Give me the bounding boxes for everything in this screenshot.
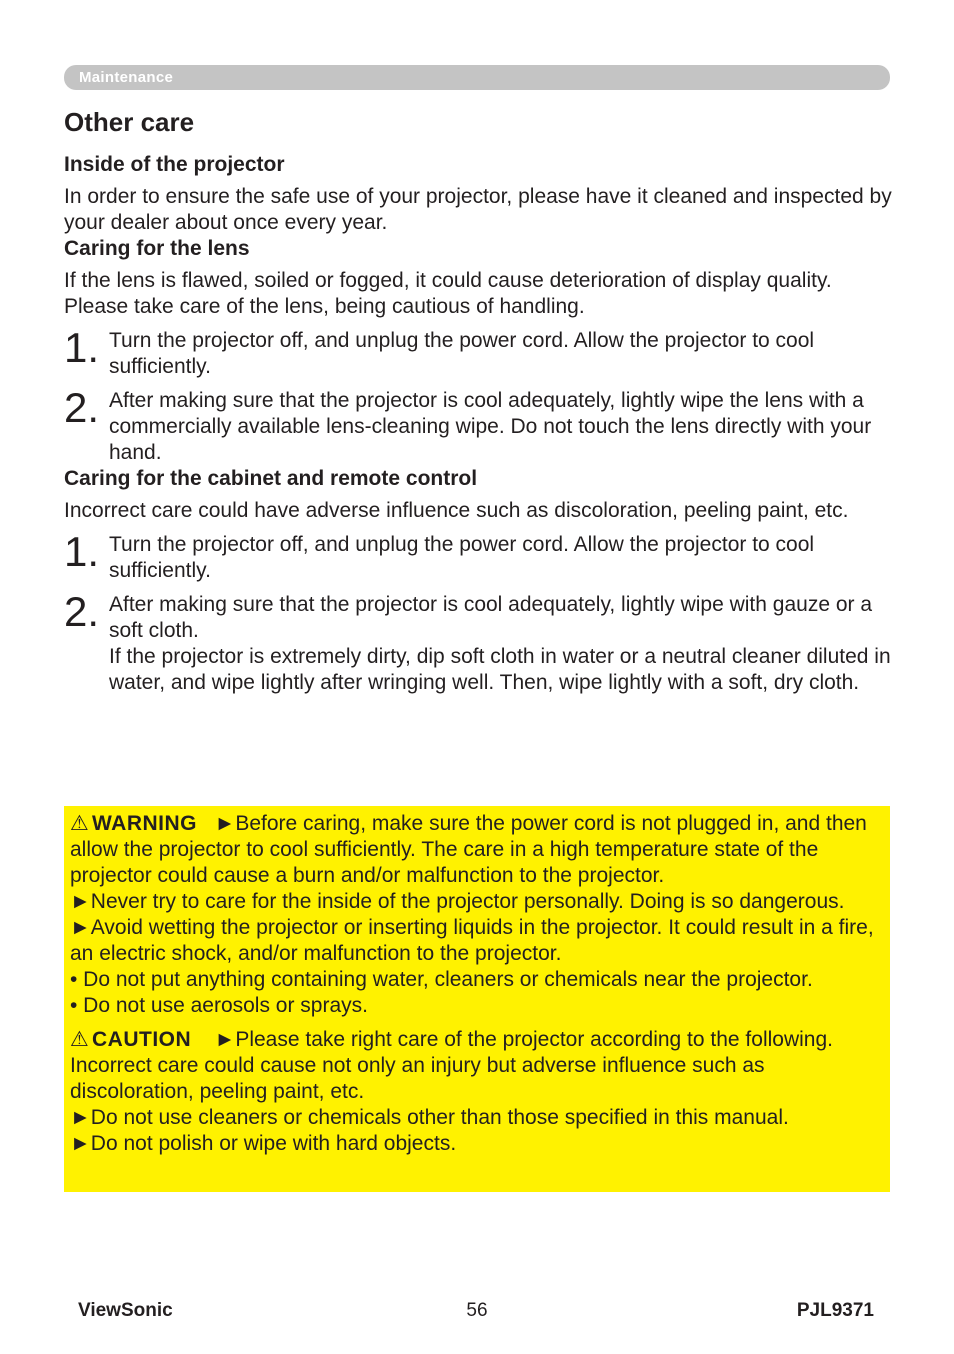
step-number: 2. bbox=[64, 384, 100, 431]
caution-line: Do not use cleaners or chemicals other than those specified in this manual. bbox=[90, 1106, 789, 1129]
page-title: Other care bbox=[64, 107, 195, 137]
arrow-icon: ► bbox=[70, 1132, 91, 1155]
caution-block bbox=[70, 1027, 884, 1157]
step-number: 1. bbox=[64, 528, 100, 575]
step-number: 1. bbox=[64, 324, 100, 371]
cabinet-steps bbox=[64, 528, 894, 696]
step-text: Turn the projector off, and unplug the power cord. Allow the projector to cool sufficiently. bbox=[109, 329, 815, 378]
arrow-icon: ► bbox=[70, 1106, 91, 1129]
step-number: 2. bbox=[64, 588, 100, 635]
section-header-bar bbox=[64, 65, 890, 90]
cabinet-heading: Caring for the cabinet and remote control bbox=[64, 467, 478, 490]
footer-brand: ViewSonic bbox=[78, 1300, 173, 1321]
caution-line: Do not polish or wipe with hard objects. bbox=[90, 1132, 457, 1155]
inside-text: In order to ensure the safe use of your projector, please have it cleaned and inspected by your dealer about once every year. bbox=[64, 185, 892, 234]
warning-line: Avoid wetting the projector or inserting liquids in the projector. It could result in a fire, an electric shock, and/or malfunction to the projector. bbox=[70, 916, 874, 965]
warning-line: • Do not put anything containing water, cleaners or chemicals near the projector. bbox=[70, 968, 813, 991]
warning-line: • Do not use aerosols or sprays. bbox=[70, 994, 368, 1017]
warning-icon: ⚠ bbox=[70, 812, 89, 835]
arrow-icon: ► bbox=[214, 1028, 236, 1051]
step-text: Turn the projector off, and unplug the power cord. Allow the projector to cool sufficiently. bbox=[109, 533, 815, 582]
section-label: Maintenance bbox=[79, 69, 174, 86]
lens-heading: Caring for the lens bbox=[64, 237, 250, 260]
lens-text: If the lens is flawed, soiled or fogged, it could cause deterioration of display quality. Please take care of the lens, being cautious of handling. bbox=[64, 269, 832, 318]
warning-line: Before caring, make sure the power cord is not plugged in, and then allow the projector to cool sufficiently. The care in a high temperature state of the projector could cause a burn and/or malfunction to the projector. bbox=[70, 812, 867, 887]
caution-line: Please take right care of the projector according to the following. Incorrect care could cause not only an injury but adverse influence such as discoloration, peeling paint, etc. bbox=[70, 1028, 833, 1103]
list-item bbox=[64, 528, 894, 584]
page-number: 56 bbox=[466, 1300, 488, 1321]
step-text: After making sure that the projector is cool adequately, lightly wipe the lens with a commercially available lens-cleaning wipe. Do not touch the lens directly with your hand. bbox=[109, 389, 872, 464]
list-item bbox=[64, 384, 894, 466]
inside-heading: Inside of the projector bbox=[64, 153, 285, 176]
arrow-icon: ► bbox=[214, 812, 236, 835]
step-extra-text: If the projector is extremely dirty, dip soft cloth in water or a neutral cleaner diluted in water, and wipe lightly after wringing well. Then, wipe lightly with a soft, dry cloth. bbox=[109, 645, 891, 694]
safety-notice-box bbox=[64, 806, 890, 1192]
cabinet-text: Incorrect care could have adverse influence such as discoloration, peeling paint, etc. bbox=[64, 499, 849, 522]
step-text: After making sure that the projector is cool adequately, lightly wipe with gauze or a soft cloth. bbox=[109, 593, 873, 642]
list-item bbox=[64, 324, 894, 380]
warning-label: WARNING bbox=[92, 812, 197, 835]
arrow-icon: ► bbox=[70, 890, 91, 913]
warning-line: Never try to care for the inside of the projector personally. Doing is so dangerous. bbox=[90, 890, 845, 913]
footer-model: PJL9371 bbox=[796, 1300, 874, 1321]
caution-label: CAUTION bbox=[92, 1028, 192, 1051]
caution-icon: ⚠ bbox=[70, 1028, 89, 1051]
arrow-icon: ► bbox=[70, 916, 91, 939]
main-content bbox=[64, 152, 894, 696]
list-item bbox=[64, 588, 894, 696]
warning-block bbox=[70, 811, 884, 1019]
lens-steps bbox=[64, 324, 894, 466]
